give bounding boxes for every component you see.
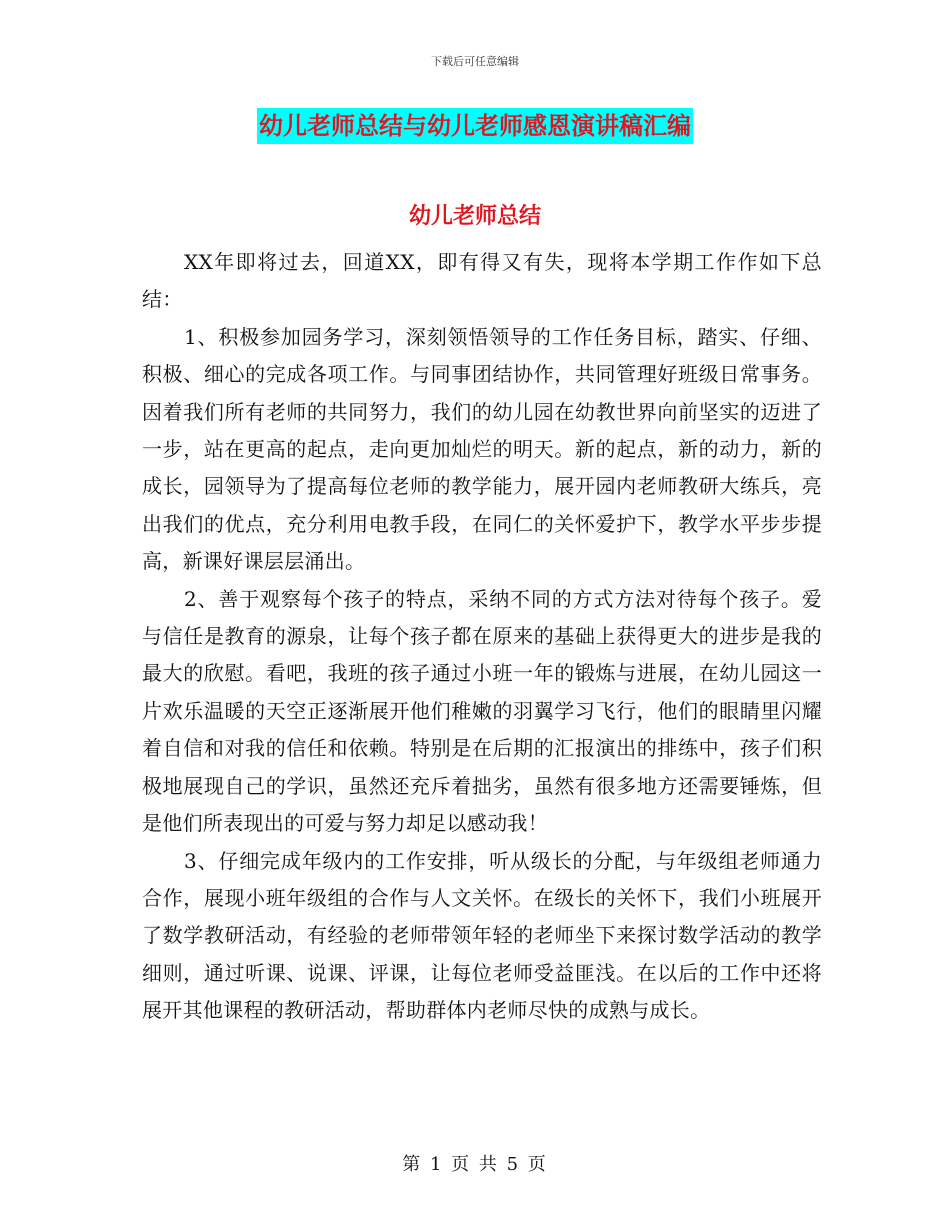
document-title: 幼儿老师总结与幼儿老师感恩演讲稿汇编 (257, 108, 693, 144)
section-title: 幼儿老师总结 (408, 204, 541, 229)
document-body (142, 244, 822, 1030)
document-title-container (0, 108, 950, 144)
paragraph-3: 3、仔细完成年级内的工作安排，听从级长的分配，与年级组老师通力合作，展现小班年级组的合作与人文关怀。在级长的关怀下，我们小班展开了数学教研活动，有经验的老师带领年轻的老师坐下来探讨数学活动的教学细则，通过听课、说课、评课，让每位老师受益匪浅。在以后的工作中还将展开其他课程的教研活动，帮助群体内老师尽快的成熟与成长。 (142, 848, 822, 1023)
header-note: 下载后可任意编辑 (431, 55, 519, 68)
paragraph-intro: XX年即将过去，回道XX，即有得又有失，现将本学期工作作如下总结： (142, 250, 822, 312)
paragraph-1: 1、积极参加园务学习，深刻领悟领导的工作任务目标，踏实、仔细、积极、细心的完成各项工作。与同事团结协作，共同管理好班级日常事务。因着我们所有老师的共同努力，我们的幼儿园在幼教世界向前坚实的迈进了一步，站在更高的起点，走向更加灿烂的明天。新的起点，新的动力，新的成长，园领导为了提高每位老师的教学能力，展开园内老师教研大练兵，亮出我们的优点，充分利用电教手段，在同仁的关怀爱护下，教学水平步步提高，新课好课层层涌出。 (142, 324, 822, 574)
paragraph-2: 2、善于观察每个孩子的特点，采纳不同的方式方法对待每个孩子。爱与信任是教育的源泉，让每个孩子都在原来的基础上获得更大的进步是我的最大的欣慰。看吧，我班的孩子通过小班一年的锻炼与进展，在幼儿园这一片欢乐温暖的天空正逐渐展开他们稚嫩的羽翼学习飞行，他们的眼睛里闪耀着自信和对我的信任和依赖。特别是在后期的汇报演出的排练中，孩子们积极地展现自己的学识，虽然还充斥着拙劣，虽然有很多地方还需要锤炼，但是他们所表现出的可爱与努力却足以感动我！ (142, 586, 822, 836)
page-indicator: 第 1 页 共 5 页 (402, 1154, 548, 1175)
